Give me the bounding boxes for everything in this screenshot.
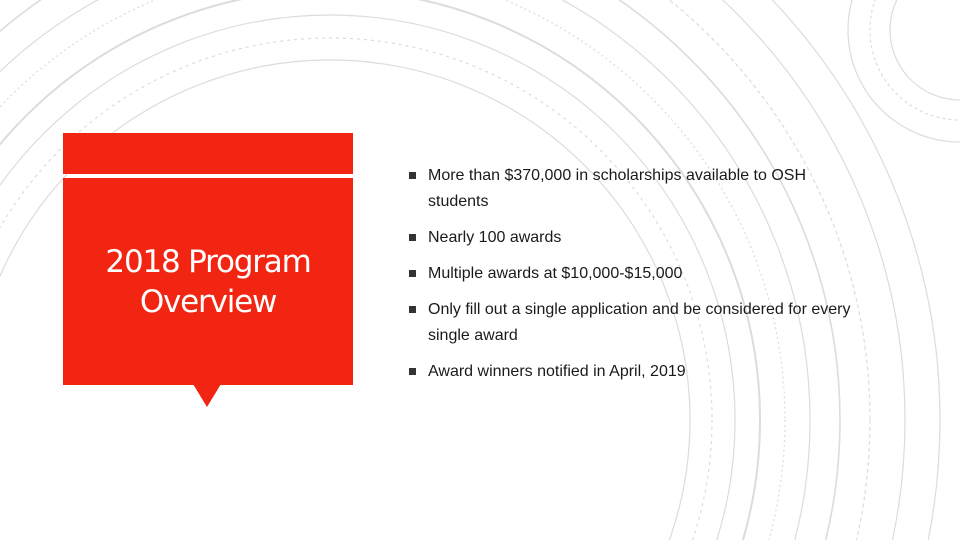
slide-title-text: 2018 Program Overview — [105, 243, 311, 320]
square-bullet-icon — [409, 368, 416, 375]
bullet-text: Award winners notified in April, 2019 — [428, 363, 686, 380]
bullet-item — [409, 297, 869, 349]
bullet-item — [409, 163, 869, 215]
bullet-text: Only fill out a single application and be considered for every single award — [428, 301, 851, 344]
bullet-text: Multiple awards at $10,000-$15,000 — [428, 265, 683, 282]
bullet-item — [409, 359, 869, 385]
bullet-text: Nearly 100 awards — [428, 229, 562, 246]
bullet-list — [409, 163, 869, 395]
title-panel-pointer — [193, 384, 221, 407]
bullet-text: More than $370,000 in scholarships available to OSH students — [428, 167, 806, 210]
square-bullet-icon — [409, 172, 416, 179]
header-accent-bar — [63, 133, 353, 174]
square-bullet-icon — [409, 306, 416, 313]
square-bullet-icon — [409, 270, 416, 277]
square-bullet-icon — [409, 234, 416, 241]
bullet-item — [409, 225, 869, 251]
slide-title — [63, 178, 353, 385]
bullet-item — [409, 261, 869, 287]
